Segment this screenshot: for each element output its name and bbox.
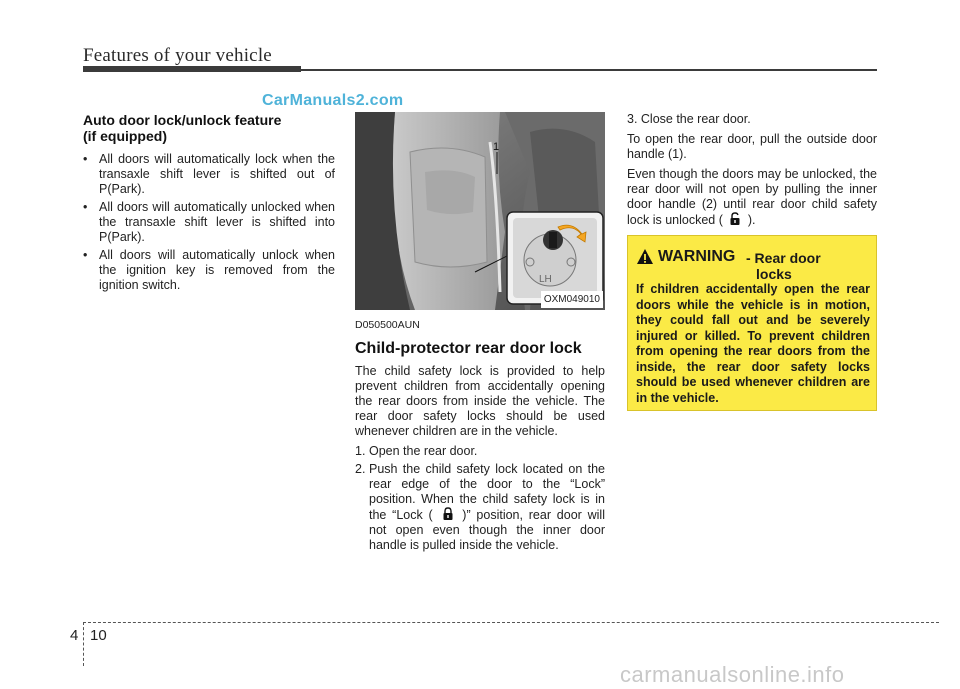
warning-text: If children accidentally open the rear doors while the vehicle is in motion, they could fall out and be severely injured or killed. To prevent children from opening the rear doors from the inside, the rear door safety locks should be used whenever children are in the vehicle. [636, 282, 870, 405]
step-3-text: 3. Close the rear door. [627, 112, 751, 126]
figure-code: OXM049010 [541, 291, 603, 308]
unlock-note-after: ). [747, 213, 756, 227]
figure-callout-1: 1 [493, 141, 500, 153]
step-number: 1. [355, 444, 366, 458]
watermark-bottom: carmanualsonline.info [620, 662, 845, 687]
header-rule-thin [301, 69, 877, 71]
locked-lock-icon [441, 507, 455, 521]
inset-lh-label: LH [539, 274, 552, 285]
section-code: D050500AUN [355, 319, 420, 331]
header-rule-thick [83, 66, 301, 72]
child-lock-steps [355, 444, 605, 553]
footer-vertical-dashed-rule [83, 622, 84, 666]
step-number: 2. [355, 462, 366, 476]
heading-line-1: Auto door lock/unlock feature [83, 112, 282, 128]
step-text: Open the rear door. [369, 444, 478, 458]
unlock-note-text [627, 167, 877, 228]
page-header-title: Features of your vehicle [83, 45, 272, 66]
section-heading-auto-lock [83, 112, 335, 144]
child-lock-intro: The child safety lock is provided to help prevent children from accidentally opening the rear doors from inside the vehicle. The rear door safety locks should be used whenever children are in the vehicle. [355, 364, 605, 438]
step-text-before: Push the child safety lock located on the rear edge of the door to the “Lock” position. When the child safety lock is in the “Lock ( [369, 462, 605, 522]
bullet-item: • All doors will automatically unlock when the ignition key is removed from the ignition switch. [83, 248, 335, 293]
warning-triangle-icon [636, 248, 654, 265]
bullet-item: • All doors will automatically unlocked when the transaxle shift lever is shifted into P(Park). [83, 200, 335, 245]
unlock-note-before: Even though the doors may be unlocked, the rear door will not open by pulling the inner door handle (2) until rear door child safety lock is unlocked ( [627, 167, 877, 227]
column-auto-door-lock [83, 112, 335, 296]
footer-dashed-rule [83, 622, 939, 623]
step-item [355, 444, 605, 459]
warning-box [627, 235, 877, 411]
page-chapter-number: 4 [70, 627, 79, 644]
warning-subtitle-1: - Rear door [746, 250, 821, 266]
auto-lock-bullet-list [83, 152, 335, 293]
column-rear-door-notes [627, 112, 877, 233]
bullet-item: • All doors will automatically lock when the transaxle shift lever is shifted out of P(Park). [83, 152, 335, 197]
warning-label: WARNING [658, 248, 736, 265]
step-text-after: )” position, rear door will not open even though the inner door handle is pulled inside the vehicle. [369, 508, 605, 552]
step-item [355, 462, 605, 553]
page-number: 10 [90, 627, 107, 644]
rear-door-illustration [355, 112, 605, 310]
rear-door-figure [355, 112, 605, 310]
open-rear-door-text: To open the rear door, pull the outside door handle (1). [627, 132, 877, 161]
warning-subtitle-2: locks [756, 266, 792, 282]
column-child-protector [355, 112, 605, 556]
heading-line-2: (if equipped) [83, 128, 167, 144]
watermark-top: CarManuals2.com [262, 92, 404, 109]
section-heading-child-protector: Child-protector rear door lock [355, 340, 582, 357]
unlocked-lock-icon [728, 212, 742, 226]
